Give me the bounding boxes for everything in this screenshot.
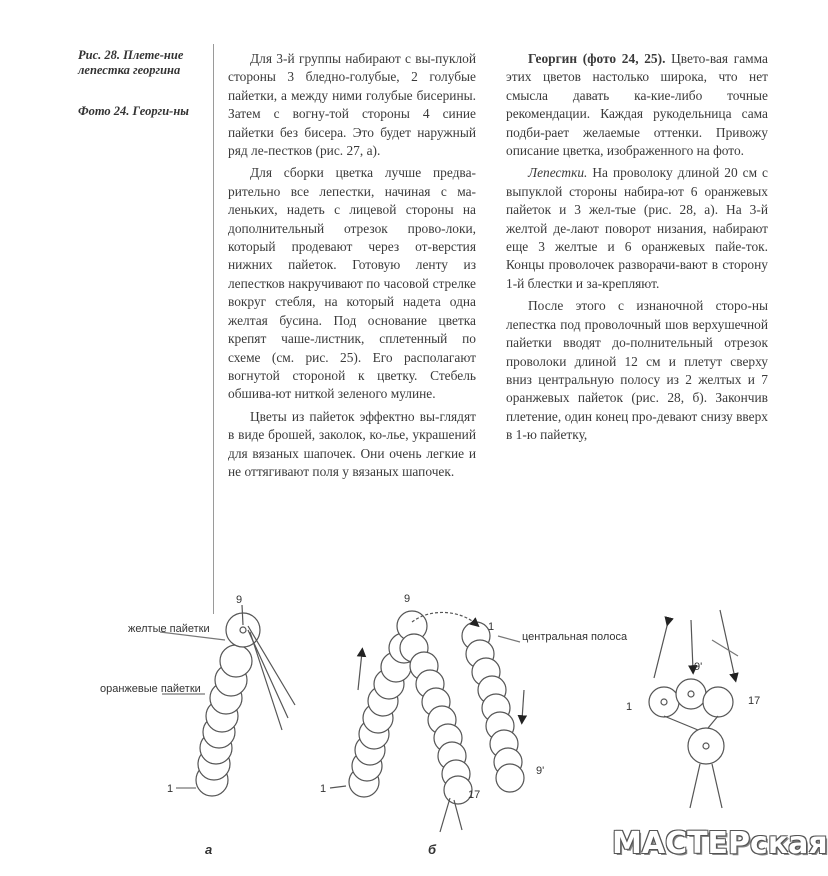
paragraph: Для 3-й группы набирают с вы-пуклой стороны 3 бледно-голубые, 2 голубые пайетки, а между ними голубые бисерины. Затем с вогну-той стороны 4 синие пайетки без бисера. Это будет наружный ряд ле-пестков (рис. 27, а). — [228, 51, 476, 159]
label-orange-sequins: оранжевые пайетки — [100, 683, 201, 695]
number-1: 1 — [488, 621, 495, 633]
number-1: 1 — [167, 783, 174, 795]
label-yellow-sequins: желтые пайетки — [128, 623, 210, 635]
figure-letter-b: б — [428, 842, 437, 857]
subsection-label: Лепестки. — [528, 165, 588, 181]
figure-letter-a: а — [205, 842, 213, 857]
caption-photo24: Фото 24. Георги-ны — [78, 104, 189, 118]
paragraph: После этого с изнаночной сторо-ны лепестка под проволочный шов верхушечной пайетки вводят до-полнительный отрезок проволоки длиной 12 см и плетут сверху вниз центральную полосу из 2 желтых и 7 оранжевых пайеток (рис. 28, б). Закончив плетение, один конец про-девают снизу вверх в 1-ю пайетку, — [506, 298, 768, 443]
watermark-logo: МАСТЕРская — [612, 826, 828, 861]
paragraph: Для сборки цветка лучше предва-рительно все лепестки, начиная с ма-леньких, надеть с лицевой стороны на дополнительный отрезок прово-локи, который продевают через от-верстия нижних пайеток. Готовую ленту из лепестков накручивают по часовой стрелке вокруг стебля, на который надета одна желтая бусина. Под основание цветка крепят чаше-листник, сплетенный по схеме (см. рис. 25). Его располагают вогнутой стороной к цветку. Стебель обшива-ют ниткой зеленого мулине. — [228, 165, 476, 402]
margin-divider — [213, 44, 214, 614]
number-9-prime: 9' — [536, 765, 545, 777]
section-heading: Георгин (фото 24, 25). — [528, 51, 666, 66]
number-17: 17 — [468, 789, 481, 801]
paragraph: Цветы из пайеток эффектно вы-глядят в виде брошей, заколок, ко-лье, украшений для вязаных шапочек. Они очень легкие и не оттягивают поля у вязаных шапочек. — [228, 408, 476, 479]
paragraph-text: Цвето-вая гамма этих цветов настолько широка, что нет смысла давать ка-кие-либо точные рекомендации. Каждая рукодельница сама подби-рает желаемые оттенки. Привожу описание цветка, изображенного на фото. — [506, 51, 768, 159]
diagram-b — [330, 611, 524, 832]
number-9: 9 — [404, 593, 411, 605]
number-1: 1 — [626, 701, 633, 713]
paragraph — [506, 164, 768, 293]
number-9-prime: 9' — [694, 661, 703, 673]
paragraph-text: На проволоку длиной 20 см с выпуклой стороны набира-ют 6 оранжевых пайеток и 3 жел-тые (рис. 28, а). На 3-й желтой де-лают поворот низания, набирают еще 3 желтые и 6 оранжевых пайе-ток. Концы проволочек разворачи-вают в сторону 1-й блестки и за-крепляют. — [506, 165, 768, 291]
text-column-2 — [506, 50, 768, 449]
number-9: 9 — [236, 594, 243, 606]
number-17: 17 — [748, 695, 761, 707]
caption-fig28: Рис. 28. Плете-ние лепестка георгина — [78, 48, 184, 77]
diagram-c — [649, 610, 738, 808]
label-central-strip: центральная полоса — [522, 631, 628, 643]
number-1: 1 — [320, 783, 327, 795]
paragraph — [506, 50, 768, 160]
text-column-1 — [228, 50, 476, 485]
